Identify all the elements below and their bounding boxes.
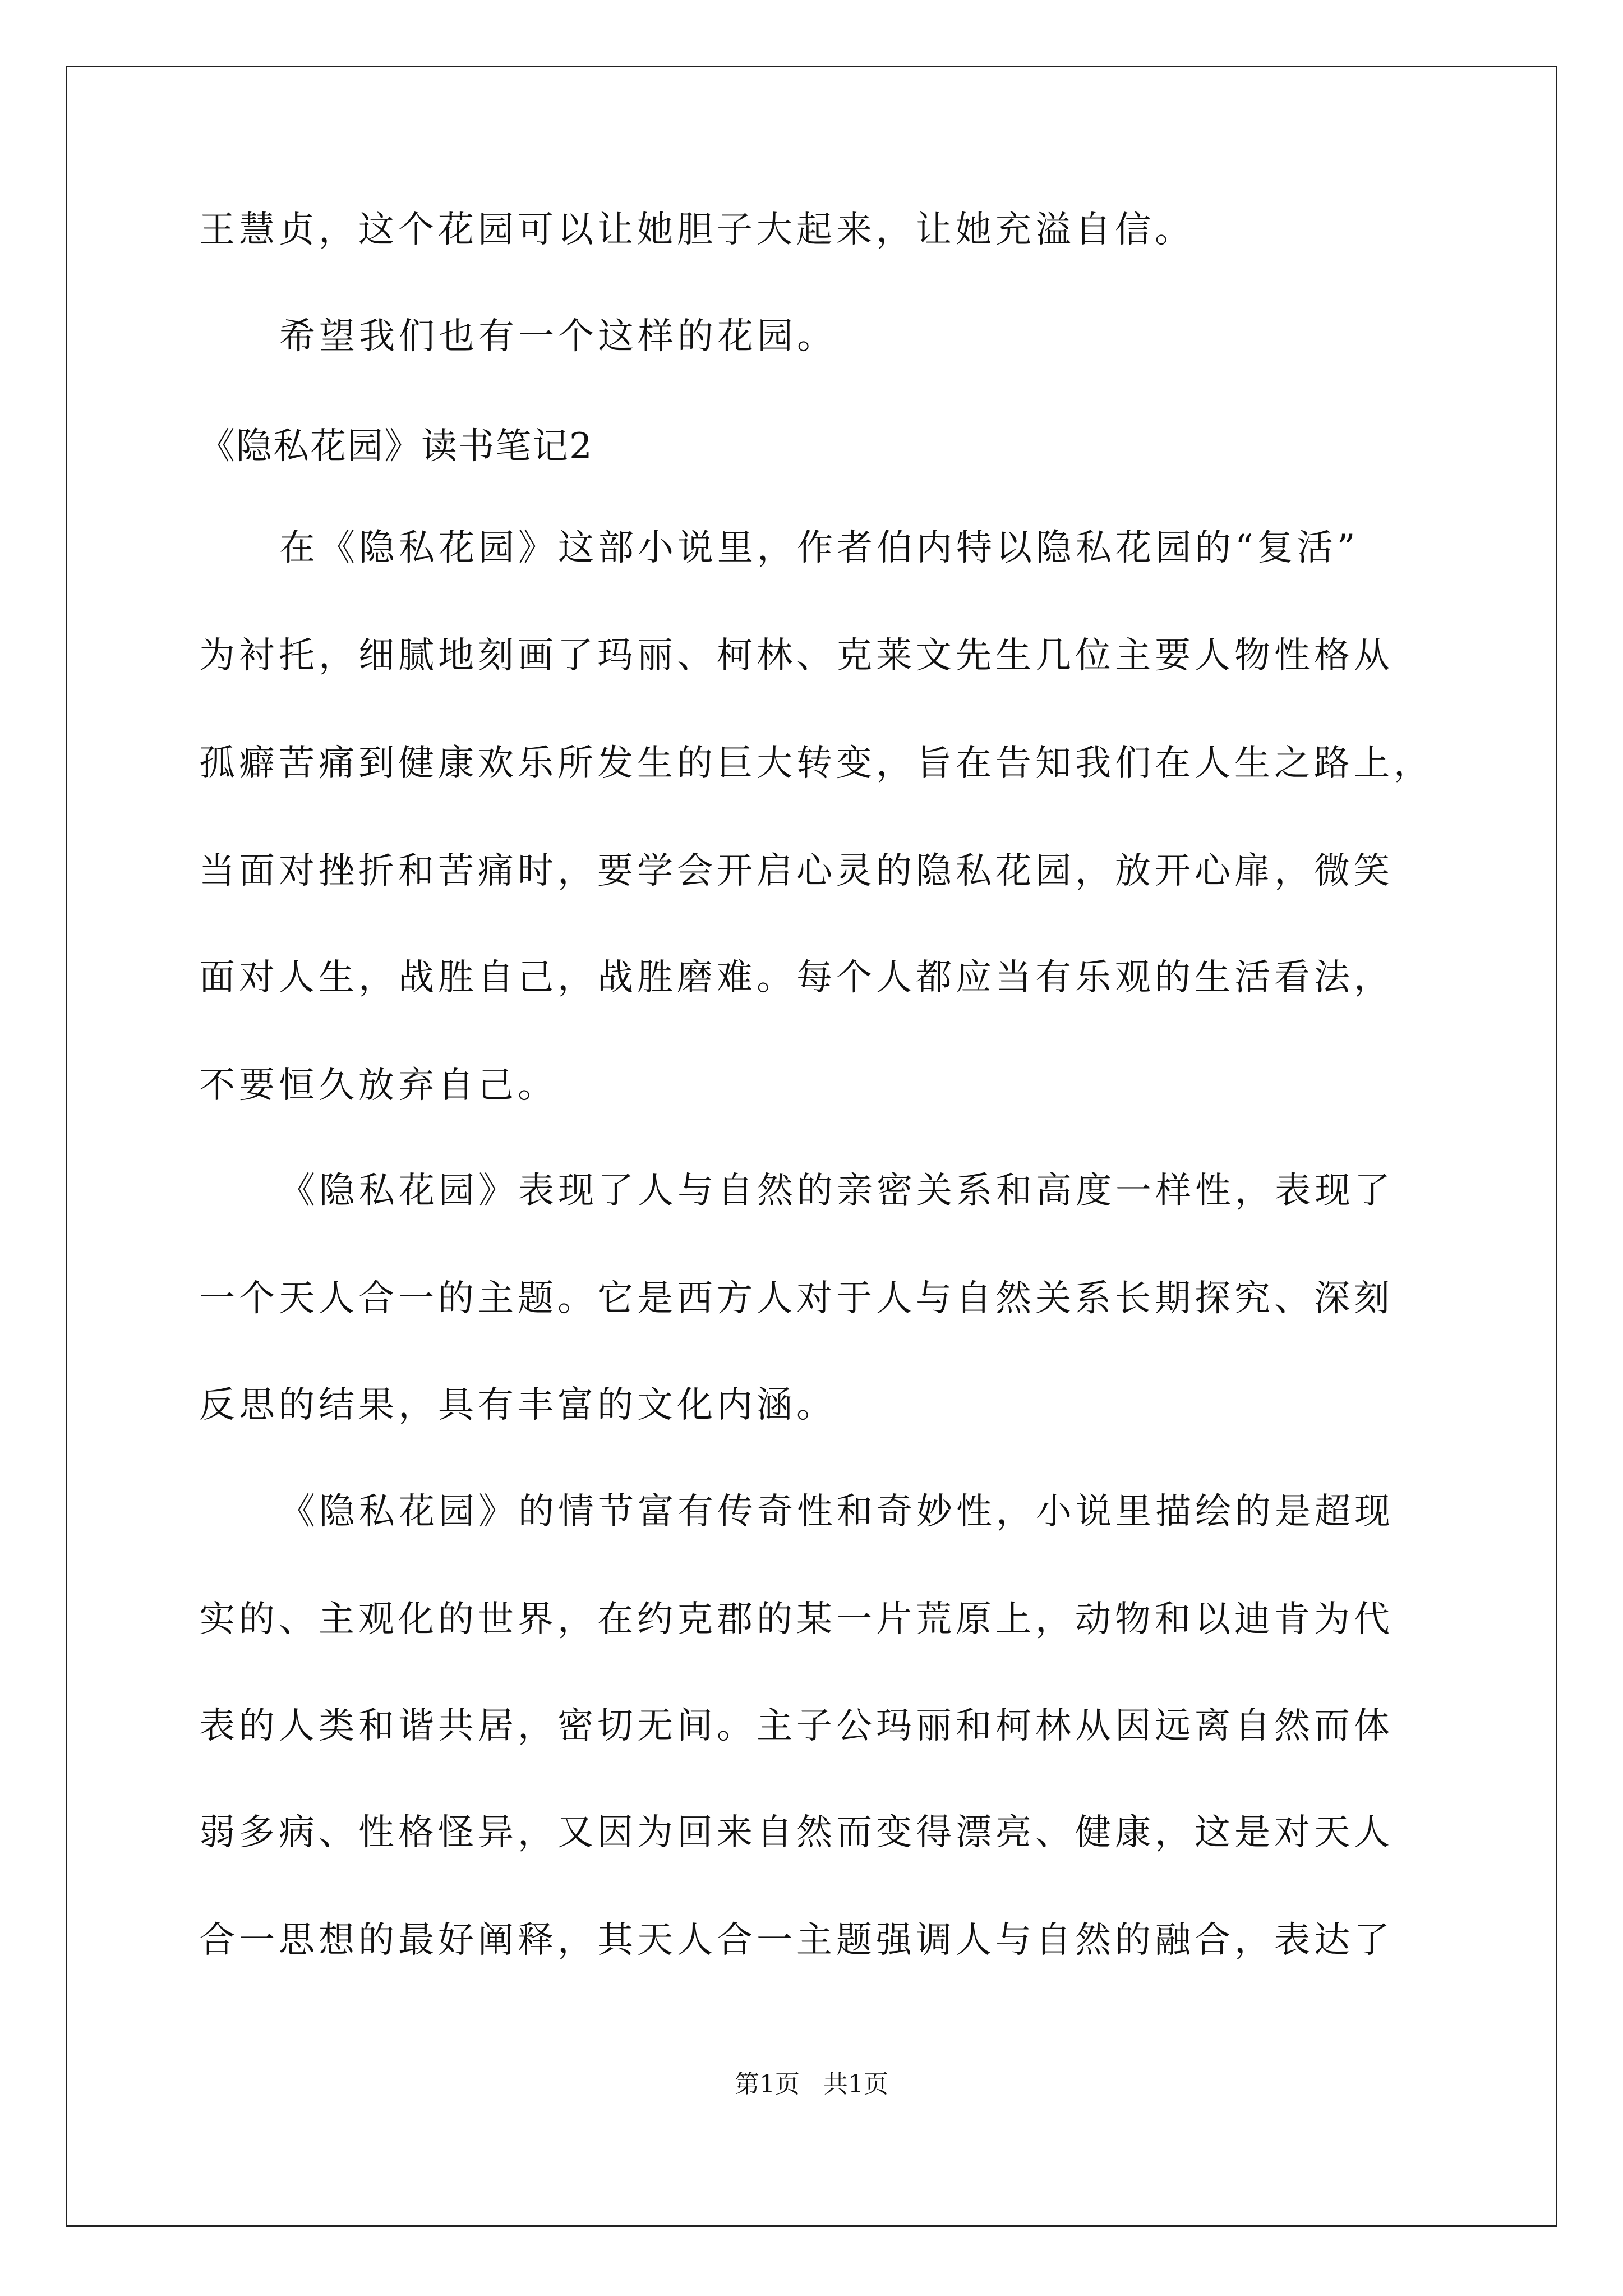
text-line: 孤癖苦痛到健康欢乐所发生的巨大转变，旨在告知我们在人生之路上， xyxy=(199,743,1433,784)
paragraph-first-line: 希望我们也有一个这样的花园。 xyxy=(279,316,837,357)
section-heading: 《隐私花园》读书笔记2 xyxy=(199,426,593,467)
page-number-footer: 第1页 共1页 xyxy=(735,2070,888,2099)
text-line: 不要恒久放弃自己。 xyxy=(199,1065,557,1106)
paragraph-first-line: 《隐私花园》表现了人与自然的亲密关系和高度一样性，表现了 xyxy=(279,1170,1394,1212)
text-line: 王慧贞，这个花园可以让她胆子大起来，让她充溢自信。 xyxy=(199,209,1195,251)
text-line: 当面对挫折和苦痛时，要学会开启心灵的隐私花园，放开心扉，微笑 xyxy=(199,850,1394,892)
text-line: 一个天人合一的主题。它是西方人对于人与自然关系长期探究、深刻 xyxy=(199,1278,1394,1319)
paragraph-first-line: 《隐私花园》的情节富有传奇性和奇妙性，小说里描绘的是超现 xyxy=(279,1491,1394,1533)
text-line: 弱多病、性格怪异，又因为回来自然而变得漂亮、健康，这是对天人 xyxy=(199,1812,1394,1853)
text-line: 合一思想的最好阐释，其天人合一主题强调人与自然的融合，表达了 xyxy=(199,1920,1394,1961)
text-line: 实的、主观化的世界，在约克郡的某一片荒原上，动物和以迪肯为代 xyxy=(199,1599,1394,1640)
text-line: 面对人生，战胜自己，战胜磨难。每个人都应当有乐观的生活看法， xyxy=(199,957,1394,999)
page-border xyxy=(66,66,1557,2227)
text-line: 为衬托，细腻地刻画了玛丽、柯林、克莱文先生几位主要人物性格从 xyxy=(199,635,1394,677)
text-line: 反思的结果，具有丰富的文化内涵。 xyxy=(199,1384,836,1426)
paragraph-first-line: 在《隐私花园》这部小说里，作者伯内特以隐私花园的“复活” xyxy=(279,527,1359,569)
text-line: 表的人类和谐共居，密切无间。主子公玛丽和柯林从因远离自然而体 xyxy=(199,1705,1394,1747)
